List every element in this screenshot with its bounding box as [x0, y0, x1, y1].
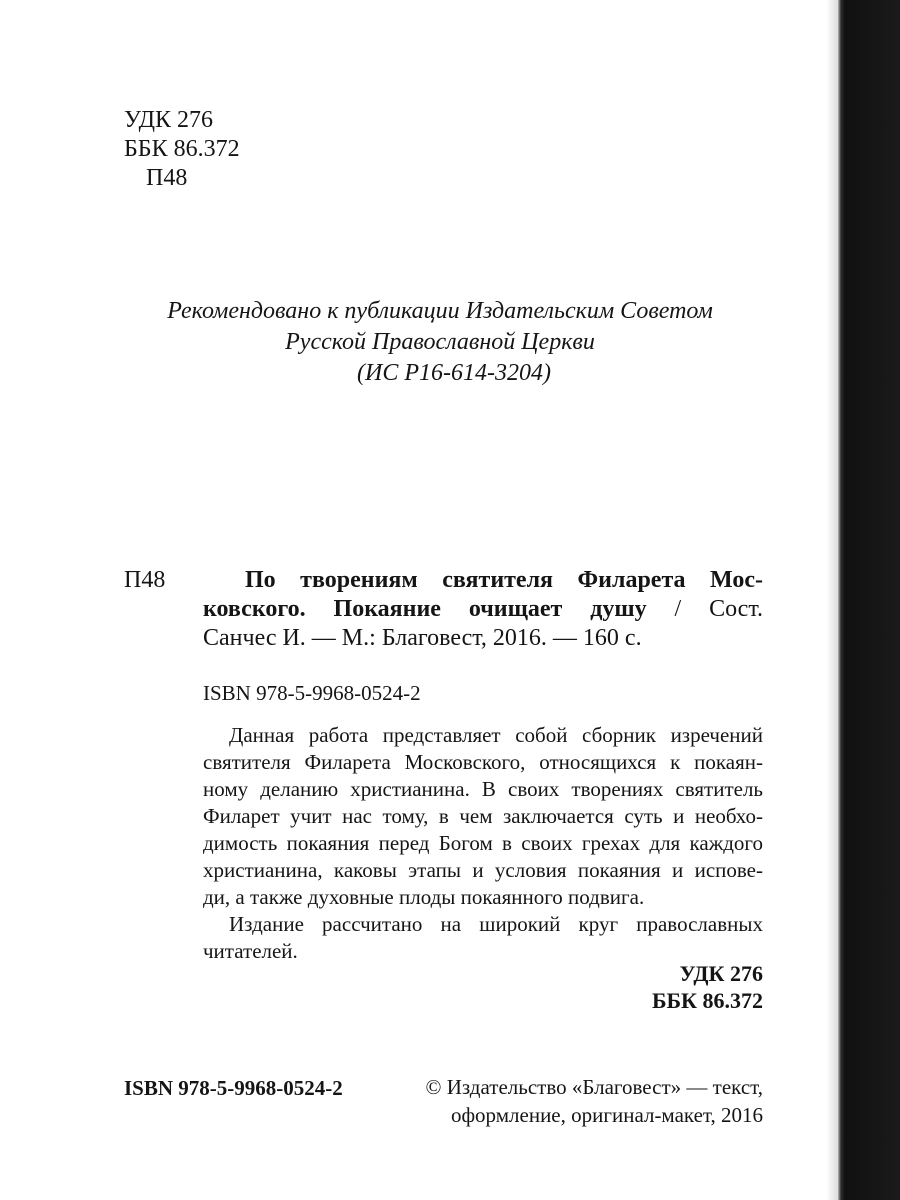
- recommendation-line-1: Рекомендовано к публикации Издательским Советом: [167, 298, 713, 324]
- book-spine-edge: [838, 0, 900, 1200]
- abstract-line: ному деланию христианина. В своих творениях святитель: [203, 777, 763, 801]
- recommendation-line-2: Русской Православной Церкви: [285, 329, 595, 355]
- isbn-bottom: ISBN 978-5-9968-0524-2: [124, 1076, 343, 1100]
- copyright-notice: [426, 1073, 763, 1129]
- bibliographic-author-code: П48: [124, 567, 166, 593]
- abstract-line: Издание рассчитано на широкий круг православных: [229, 912, 763, 936]
- bibliographic-imprint-line: Санчес И. — М.: Благовест, 2016. — 160 с.: [203, 625, 642, 651]
- recommendation-reference: (ИС Р16-614-3204): [357, 360, 551, 386]
- abstract-line: Филарет учит нас тому, в чем заключается суть и необхо-: [203, 804, 763, 828]
- bibliographic-entry: [203, 566, 763, 653]
- bibliographic-title-line-2: [203, 595, 763, 624]
- bibliographic-compiler-part: / Сост.: [674, 596, 764, 622]
- isbn-in-entry: ISBN 978-5-9968-0524-2: [203, 681, 421, 705]
- bbk-code: ББК 86.372: [124, 136, 240, 162]
- abstract-line: ди, а также духовные плоды покаянного подвига.: [203, 885, 645, 909]
- abstract-line: христианина, каковы этапы и условия покаяния и испове-: [203, 858, 763, 882]
- classification-codes-bottom: [652, 960, 763, 1014]
- publication-recommendation: [110, 296, 770, 389]
- bibliographic-title-line-1: По творениям святителя Филарета Мос-: [245, 567, 763, 593]
- abstract-line: святителя Филарета Московского, относящихся к покаян-: [203, 750, 763, 774]
- abstract-text: [203, 722, 763, 965]
- udk-code-bottom: УДК 276: [679, 961, 763, 986]
- copyright-line-2: оформление, оригинал-макет, 2016: [450, 1103, 763, 1127]
- abstract-line: читателей.: [203, 939, 298, 963]
- author-code: П48: [146, 165, 188, 191]
- bbk-code-bottom: ББК 86.372: [651, 988, 763, 1013]
- copyright-line-1: © Издательство «Благовест» — текст,: [425, 1075, 763, 1099]
- udk-code: УДК 276: [124, 107, 213, 133]
- bibliographic-title-part: ковского. Покаяние очищает душу: [203, 596, 647, 622]
- classification-codes-top: [124, 106, 240, 193]
- abstract-line: димость покаяния перед Богом в своих грехах для каждого: [203, 831, 763, 855]
- abstract-line: Данная работа представляет собой сборник изречений: [229, 723, 763, 747]
